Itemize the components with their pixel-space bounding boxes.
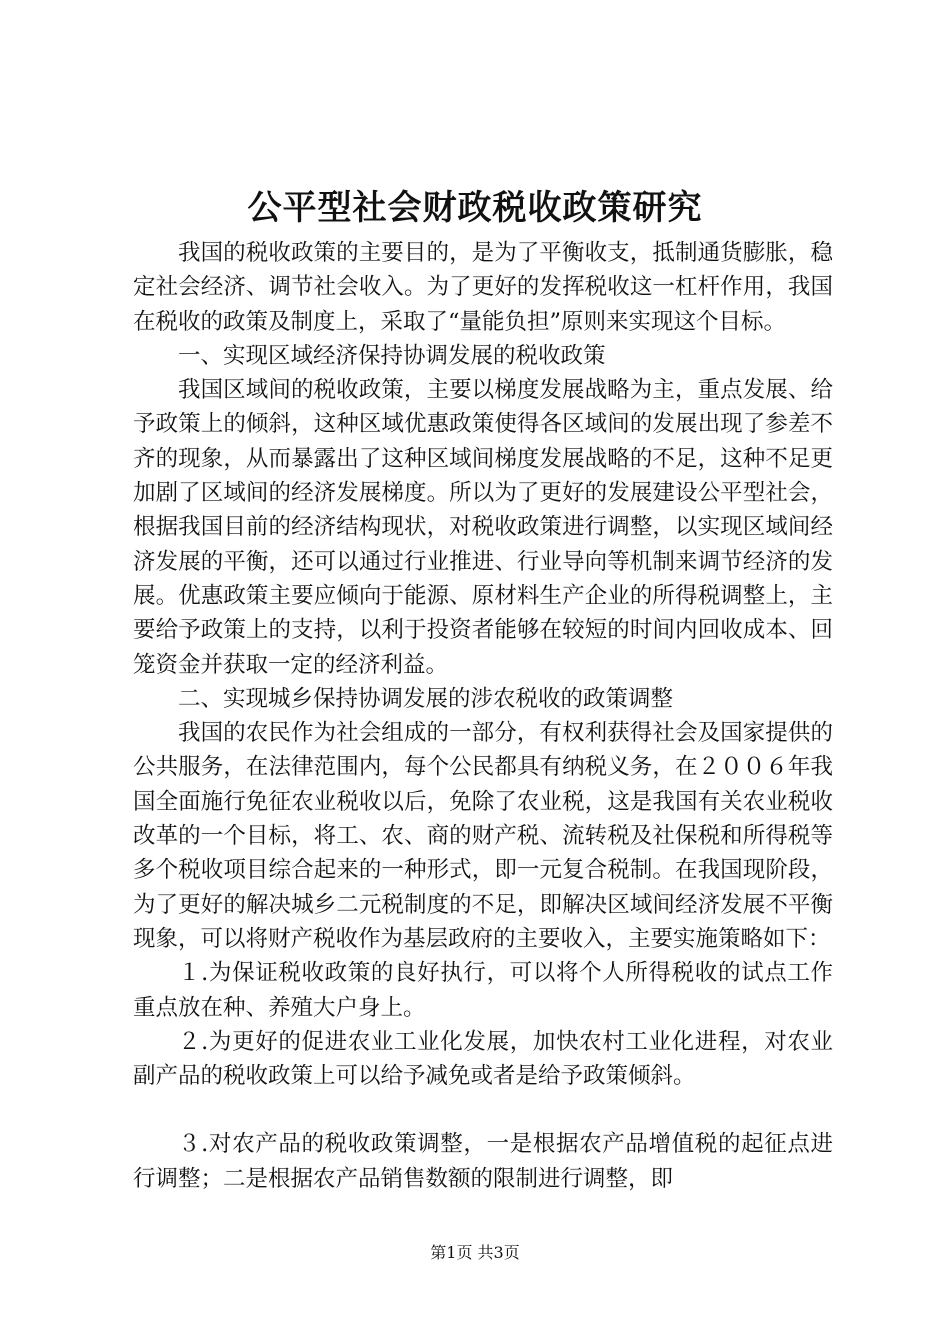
document-title: 公平型社会财政税收政策研究 [247, 188, 703, 228]
section-heading-1: 一、实现区域经济保持协调发展的税收政策 [178, 342, 606, 369]
list-item-1: １.为保证税收政策的良好执行，可以将个人所得税收的试点工作重点放在种、养殖大户身上。 [133, 960, 833, 1021]
page-number-footer: 第1页 共3页 [430, 1243, 520, 1262]
list-item-2: ２.为更好的促进农业工业化发展，加快农村工业化进程，对农业副产品的税收政策上可以给予减免或者是给予政策倾斜。 [133, 1028, 833, 1090]
document-body [133, 236, 833, 1196]
section-heading-2: 二、实现城乡保持协调发展的涉农税收的政策调整 [178, 685, 674, 712]
paragraph-intro: 我国的税收政策的主要目的，是为了平衡收支，抵制通货膨胀，稳定社会经济、调节社会收入。为了更好的发挥税收这一杠杆作用，我国在税收的政策及制度上，采取了“量能负担”原则来实现这个目标。 [133, 240, 833, 335]
list-item-3: ３.对农产品的税收政策调整，一是根据农产品增值税的起征点进行调整；二是根据农产品销售数额的限制进行调整，即 [133, 1131, 833, 1192]
paragraph-section-1: 我国区域间的税收政策，主要以梯度发展战略为主，重点发展、给予政策上的倾斜，这种区域优惠政策使得各区域间的发展出现了参差不齐的现象，从而暴露出了这种区域间梯度发展战略的不足，这种不足更加剧了区域间的经济发展梯度。所以为了更好的发展建设公平型社会，根据我国目前的经济结构现状，对税收政策进行调整，以实现区域间经济发展的平衡，还可以通过行业推进、行业导向等机制来调节经济的发展。优惠政策主要应倾向于能源、原材料生产企业的所得税调整上，主要给予政策上的支持，以利于投资者能够在较短的时间内回收成本、回笼资金并获取一定的经济利益。 [133, 377, 833, 678]
paragraph-section-2: 我国的农民作为社会组成的一部分，有权利获得社会及国家提供的公共服务，在法律范围内，每个公民都具有纳税义务，在２００６年我国全面施行免征农业税收以后，免除了农业税，这是我国有关农业税收改革的一个目标，将工、农、商的财产税、流转税及社保税和所得税等多个税收项目综合起来的一种形式，即一元复合税制。在我国现阶段，为了更好的解决城乡二元税制度的不足，即解决区域间经济发展不平衡现象，可以将财产税收作为基层政府的主要收入，主要实施策略如下： [133, 720, 833, 952]
